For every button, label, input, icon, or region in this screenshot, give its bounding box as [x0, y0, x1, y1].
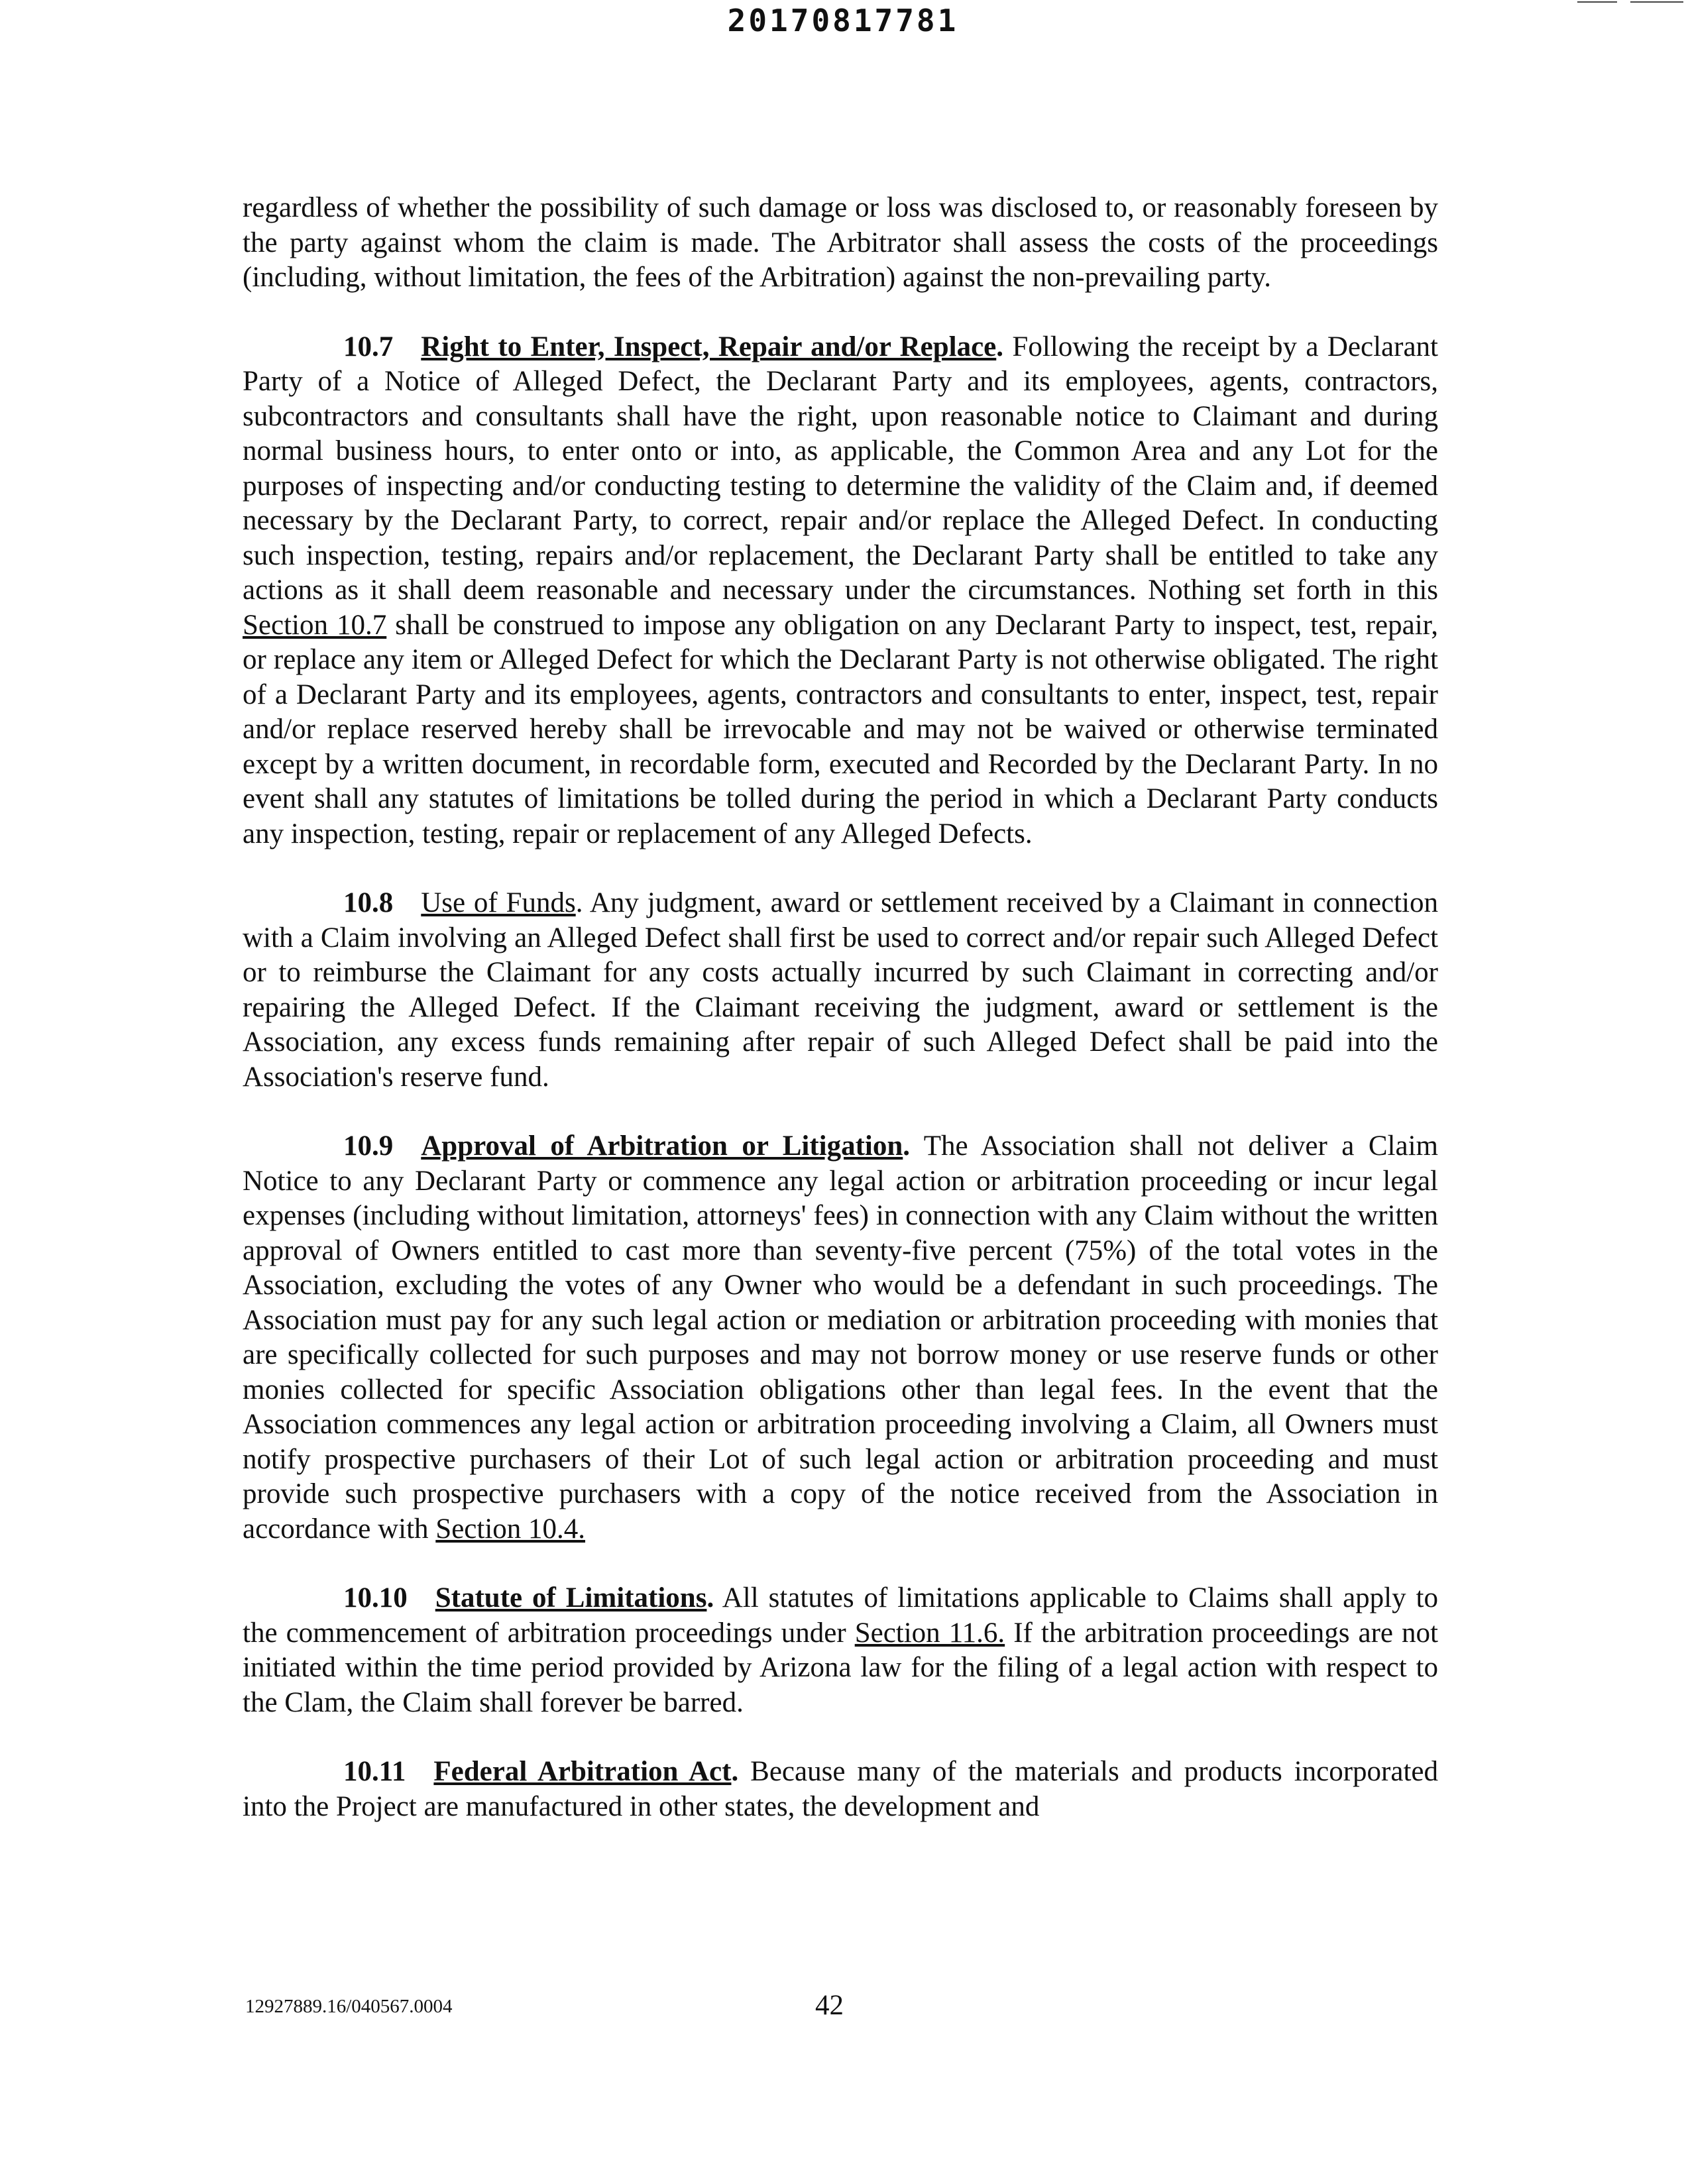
section-10-8	[243, 886, 1438, 1095]
heading-period: .	[706, 1582, 714, 1613]
section-10-7	[243, 330, 1438, 852]
heading-period: .	[731, 1756, 739, 1787]
section-heading: Approval of Arbitration or Litigation	[421, 1130, 903, 1162]
document-code: 12927889.16/040567.0004	[245, 1996, 453, 2017]
scan-edge-mark	[1577, 1, 1617, 3]
section-number: 10.11	[343, 1756, 406, 1787]
section-text: Because many of the materials and products incorporated into the Project are manufactured in other states, the development and	[243, 1756, 1438, 1822]
section-text: shall be construed to impose any obligation on any Declarant Party to inspect, test, repair, or replace any item or Alleged Defect for which the Declarant Party is not otherwise obligated. The right of a Declarant Party and its employees, agents, contractors and consultants to enter, inspect, test, repair and/or replace reserved hereby shall be irrevocable and may not be waived or otherwise terminated except by a written document, in recordable form, executed and Recorded by the Declarant Party. In no event shall any statutes of limitations be tolled during the period in which a Declarant Party conducts any inspection, testing, repair or replacement of any Alleged Defects.	[243, 609, 1438, 849]
heading-period: .	[996, 331, 1004, 362]
section-heading: Federal Arbitration Act	[433, 1756, 732, 1787]
document-body	[243, 191, 1438, 1824]
section-text: Any judgment, award or settlement received by a Claimant in connection with a Claim involving an Alleged Defect shall first be used to correct and/or repair such Alleged Defect or to reimburse the Claimant for any costs actually incurred by such Claimant in correcting and/or repairing the Alleged Defect. If the Claimant receiving the judgment, award or settlement is the Association, any excess funds remaining after repair of such Alleged Defect shall be paid into the Association's reserve fund.	[243, 887, 1439, 1093]
page-number: 42	[815, 1990, 844, 2021]
section-10-11	[243, 1755, 1438, 1824]
heading-period: .	[903, 1130, 911, 1162]
section-number: 10.10	[343, 1582, 408, 1613]
section-heading: Statute of Limitations	[435, 1582, 707, 1613]
section-number: 10.7	[343, 331, 394, 362]
section-10-10	[243, 1581, 1438, 1720]
heading-period: .	[575, 887, 583, 918]
section-text: If the arbitration proceedings are not initiated within the time period provided by Arizona law for the filing of a legal action with respect to the Clam, the Claim shall forever be barred.	[243, 1617, 1438, 1718]
section-text: The Association shall not deliver a Claim Notice to any Declarant Party or commence any legal action or arbitration proceeding or incur legal expenses (including without limitation, attorneys' fees) in connection with any Claim without the written approval of Owners entitled to cast more than seventy-five percent (75%) of the total votes in the Association, excluding the votes of any Owner who would be a defendant in such proceedings. The Association must pay for any such legal action or mediation or arbitration proceeding with monies that are specifically collected for such purposes and may not borrow money or use reserve funds or other monies collected for specific Association obligations other than legal fees. In the event that the Association commences any legal action or arbitration proceeding involving a Claim, all Owners must notify prospective purchasers of their Lot of such legal action or arbitration proceeding and must provide such prospective purchasers with a copy of the notice received from the Association in accordance with	[243, 1130, 1438, 1545]
section-text: Following the receipt by a Declarant Party of a Notice of Alleged Defect, the Declarant Party and its employees, agents, contractors, subcontractors and consultants shall have the right, upon reasonable notice to Claimant and during normal business hours, to enter onto or into, as applicable, the Common Area and any Lot for the purposes of inspecting and/or conducting testing to determine the validity of the Claim and, if deemed necessary by the Declarant Party, to correct, repair and/or replace the Alleged Defect. In conducting such inspection, testing, repairs and/or replacement, the Declarant Party shall be entitled to take any actions as it shall deem reasonable and necessary under the circumstances. Nothing set forth in this	[243, 331, 1438, 606]
section-text: All statutes of limitations applicable to Claims shall apply to the commencement of arbitration proceedings under	[243, 1582, 1438, 1649]
scan-edge-mark	[1630, 1, 1683, 3]
section-number: 10.8	[343, 887, 394, 918]
section-reference: Section 10.4.	[435, 1513, 586, 1545]
section-reference: Section 10.7	[243, 609, 387, 641]
intro-paragraph: regardless of whether the possibility of such damage or loss was disclosed to, or reasonably foreseen by the party against whom the claim is made. The Arbitrator shall assess the costs of the proceedings (including, without limitation, the fees of the Arbitration) against the non-prevailing party.	[243, 192, 1438, 293]
record-number: 20170817781	[727, 3, 959, 38]
section-reference: Section 11.6.	[854, 1617, 1005, 1649]
section-number: 10.9	[343, 1130, 394, 1162]
section-10-9	[243, 1129, 1438, 1547]
section-heading: Right to Enter, Inspect, Repair and/or Replace	[421, 331, 997, 362]
section-heading: Use of Funds	[421, 887, 576, 918]
